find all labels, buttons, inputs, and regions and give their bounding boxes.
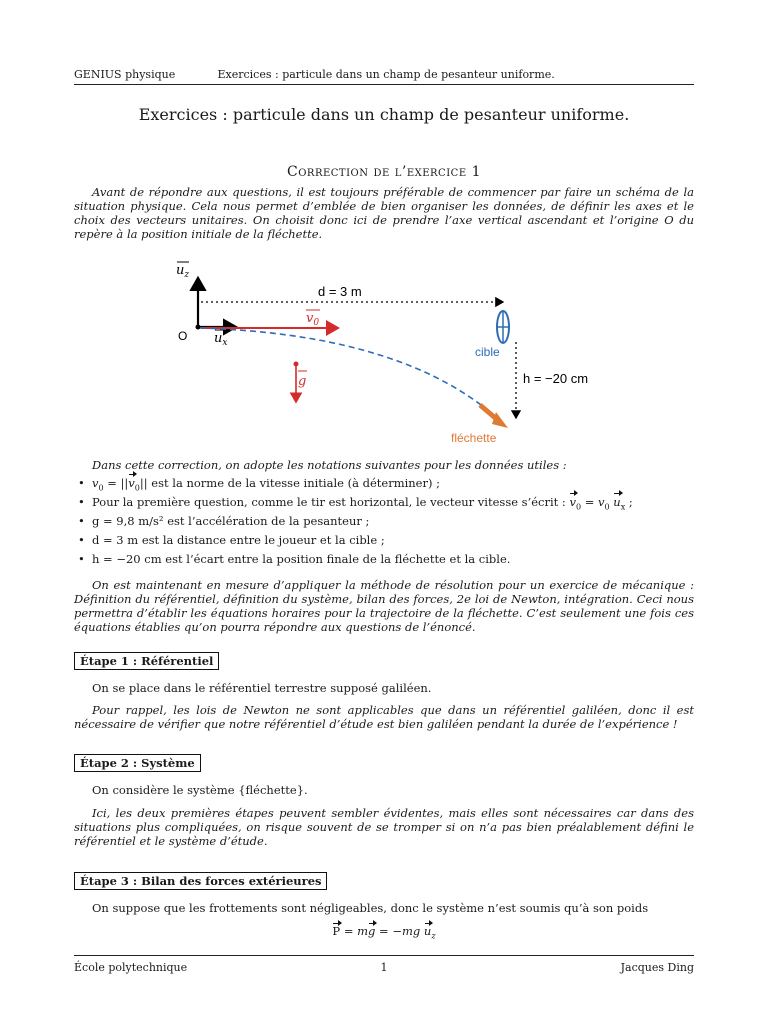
step2-text: On considère le système {fléchette}. [92, 783, 308, 797]
physics-diagram [170, 252, 602, 448]
g-label: g [298, 374, 307, 389]
list-item: • $v_0 = ||v_0||$ est la norme de la vitesse initiale (à déterminer) ; [74, 475, 633, 494]
list-item: • d = 3 m est la distance entre le joueur et la cible ; [74, 532, 633, 551]
step1-text: On se place dans le référentiel terrestre supposé galiléen. [92, 681, 432, 695]
diagram-svg [170, 252, 602, 448]
page-number: 1 [380, 961, 388, 974]
header-right: Exercices : particule dans un champ de pesanteur uniforme. [217, 68, 555, 81]
ux-label: $u_x$ [214, 331, 228, 348]
step2-title: Étape 2 : Système [74, 754, 201, 772]
uz-label: $u_z$ [176, 263, 190, 280]
h-label: h = −20 cm [523, 371, 589, 386]
section-title: Correction de l’exercice 1 [287, 164, 481, 180]
weight-formula: P = mg = −mg $u_z$ [332, 924, 436, 941]
list-item: • h = −20 cm est l’écart entre la position finale de la fléchette et la cible. [74, 551, 633, 570]
page-footer [74, 955, 694, 974]
list-item: • g = 9,8 m/s² est l’accélération de la pesanteur ; [74, 513, 633, 532]
footer-right: Jacques Ding [620, 961, 694, 974]
trajectory-curve [200, 328, 485, 408]
step3-title: Étape 3 : Bilan des forces extérieures [74, 872, 327, 890]
step1-note: Pour rappel, les lois de Newton ne sont applicables que dans un référentiel galiléen, donc il est nécessaire de vérifier que notre référentiel d’étude est bien galiléen pendant la durée de l’expérience ! [74, 703, 694, 731]
step2-note: Ici, les deux premières étapes peuvent sembler évidentes, mais elles sont nécessaires car dans des situations plus compliquées, on risque souvent de se tromper si on n’a pas bien préalablement défini le référentiel et le système d’étude. [74, 806, 694, 848]
v0-label: $v_0$ [306, 311, 320, 328]
notation-intro: Dans cette correction, on adopte les notations suivantes pour les données utiles : [92, 458, 567, 472]
origin-label: O [178, 329, 188, 343]
step1-title: Étape 1 : Référentiel [74, 652, 219, 670]
target-label: cible [475, 345, 500, 359]
notation-list [74, 475, 633, 570]
intro-paragraph: Avant de répondre aux questions, il est toujours préférable de commencer par faire un schéma de la situation physique. Cela nous permet d’emblée de bien organiser les données, de définir les axes et le choix des vecteurs unitaires. On choisit donc ici de prendre l’axe vertical ascendant et l’origine O du repère à la position initiale de la fléchette. [74, 185, 694, 241]
step3-text: On suppose que les frottements sont négligeables, donc le système n’est soumis qu’à son poids [92, 901, 649, 915]
method-paragraph: On est maintenant en mesure d’appliquer la méthode de résolution pour un exercice de mécanique : Définition du référentiel, définition du système, bilan des forces, 2e loi de Newton, intégration. Ceci nous permettra d’établir les équations horaires pour la trajectoire de la fléchette. C’est seulement une fois ces équations établies qu’on pourra répondre aux questions de l’énoncé. [74, 578, 694, 634]
footer-left: École polytechnique [74, 961, 188, 974]
dart-label: fléchette [451, 431, 497, 445]
page-title: Exercices : particule dans un champ de pesanteur uniforme. [138, 105, 630, 124]
header-left: GENIUS physique [74, 68, 176, 81]
d-label: d = 3 m [318, 284, 362, 299]
running-header [74, 68, 694, 85]
list-item: • Pour la première question, comme le tir est horizontal, le vecteur vitesse s’écrit : $v_0 = v_0$ $u_x$ ; [74, 494, 633, 513]
